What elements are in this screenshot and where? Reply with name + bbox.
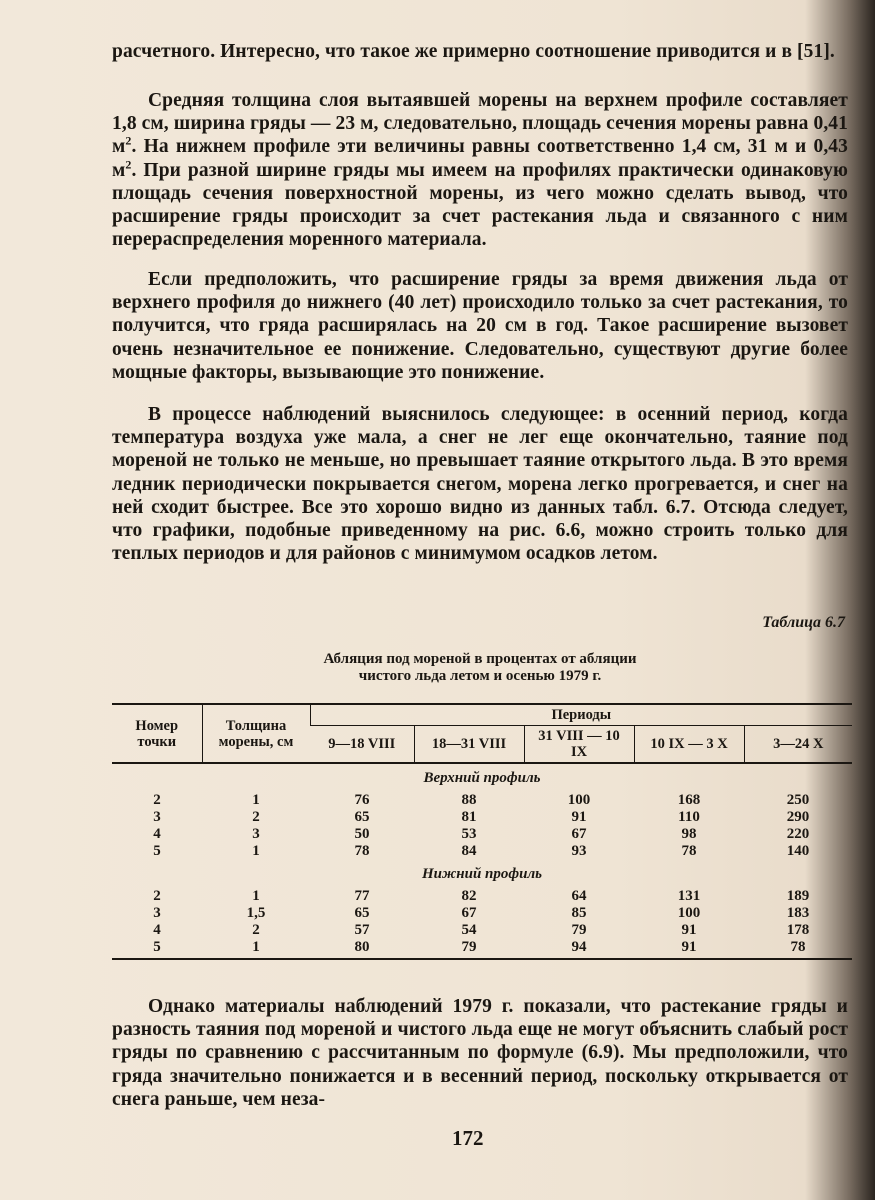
section-upper-profile: Верхний профиль [423,769,541,786]
cell: 91 [634,939,744,959]
header-moraine-thickness: Толщина морены, см [202,704,310,763]
cell: 54 [461,922,477,938]
paragraph-2 [112,89,848,251]
cell: 93 [571,843,587,859]
table-title-line-2: чистого льда летом и осенью 1979 г. [358,668,602,684]
paragraph-3 [112,268,848,384]
section-lower-profile: Нижний профиль [421,865,543,882]
paragraph-1-text: расчетного. Интересно, что такое же примерно соотношение приводится и в [51]. [112,41,835,62]
cell: 78 [354,843,370,859]
cell: 4 [153,922,161,938]
cell: 1 [202,939,310,959]
paragraph-3-text: Если предположить, что расширение гряды за время движения льда от верхнего профиля до нижнего (40 лет) происходило только за счет растекания, то получится, что гряда расширялась на 20 см в год. Такое расширение вызовет очень незначительное ее понижение. Следовательно, существуют другие более мощные факторы, вызывающие это понижение. [112,269,848,383]
table-row [112,792,852,809]
paragraph-4-text: В процессе наблюдений выяснилось следующее: в осенний период, когда температура воздуха уже мала, а снег не лег еще окончательно, таяние под мореной не только не меньше, но превышает таяние открытого льда. В это время ледник периодически покрывается снегом, морена легко прогревается, и снег на ней сходит быстрее. Все это хорошо видно из данных табл. 6.7. Отсюда следует, что графики, подобные приведенному на рис. 6.6, можно строить только для теплых периодов и для районов с минимумом осадков летом. [112,404,848,565]
cell: 168 [677,792,701,808]
cell: 91 [681,922,697,938]
table-row [112,905,852,922]
header-period-1: 9—18 VIII [310,726,414,764]
header-period-4: 10 IX — 3 X [634,726,744,764]
page-number: 172 [452,1126,484,1150]
paragraph-5-text: Однако материалы наблюдений 1979 г. показали, что растекание гряды и разность таяния под мореной и чистого льда еще не могут объяснить слабый рост гряды по сравнению с рассчитанным по формуле (6.9). Мы предположили, что гряда значительно понижается и в весенний период, поскольку открывается от снега раньше, чем неза- [112,996,848,1110]
table-row [112,888,852,905]
cell: 183 [786,905,810,921]
cell: 78 [744,939,852,959]
cell: 131 [677,888,701,904]
paragraph-2-part-a: Средняя толщина слоя вытаявшей морены на верхнем профиле составляет 1,8 см, ширина гряды — 23 м, следовательно, площадь сечения морены равна 0,41 м [112,90,848,158]
cell: 5 [112,939,202,959]
cell: 1 [252,888,260,904]
cell: 1 [252,792,260,808]
cell: 100 [567,792,591,808]
cell: 76 [354,792,370,808]
cell: 5 [153,843,161,859]
cell: 50 [354,826,370,842]
header-point-number: Номер точки [112,704,202,763]
cell: 67 [461,905,477,921]
cell: 80 [310,939,414,959]
cell: 84 [461,843,477,859]
cell: 1,5 [246,905,266,921]
cell: 77 [354,888,370,904]
superscript-2a: 2 [125,133,132,148]
cell: 81 [461,809,477,825]
cell: 64 [571,888,587,904]
cell: 140 [786,843,810,859]
cell: 189 [786,888,810,904]
cell: 65 [354,809,370,825]
header-period-2: 18—31 VIII [414,726,524,764]
cell: 4 [153,826,161,842]
ablation-table [112,703,852,960]
cell: 79 [571,922,587,938]
header-period-3: 31 VIII — 10 IX [524,726,634,764]
cell: 79 [414,939,524,959]
cell: 290 [786,809,810,825]
cell: 53 [461,826,477,842]
cell: 78 [681,843,697,859]
cell: 3 [153,905,161,921]
cell: 57 [354,922,370,938]
cell: 98 [681,826,697,842]
cell: 100 [677,905,701,921]
paragraph-2-part-b: . На нижнем профиле эти величины равны соответственно 1,4 см, 31 м и 0,43 м [112,136,848,181]
cell: 178 [786,922,810,938]
cell: 65 [354,905,370,921]
paragraph-5 [112,995,848,1111]
cell: 250 [786,792,810,808]
cell: 91 [571,809,587,825]
superscript-2b: 2 [125,157,132,172]
table-label: Таблица 6.7 [762,614,845,631]
table-title [200,651,760,685]
cell: 3 [252,826,260,842]
table-row [112,922,852,939]
cell: 88 [461,792,477,808]
paragraph-2-part-c: . При разной ширине гряды мы имеем на профилях практически одинаковую площадь сечения поверхностной морены, из чего можно сделать вывод, что расширение гряды происходит за счет растекания льда и связанного с ним перераспределения моренного материала. [112,159,848,251]
cell: 82 [461,888,477,904]
table-row [112,939,852,959]
cell: 85 [571,905,587,921]
table-title-line-1: Абляция под мореной в процентах от абляции [323,651,637,667]
cell: 94 [524,939,634,959]
header-periods: Периоды [310,704,852,726]
paragraph-4 [112,403,848,565]
header-period-5: 3—24 X [744,726,852,764]
cell: 67 [571,826,587,842]
cell: 2 [153,888,161,904]
cell: 1 [252,843,260,859]
cell: 2 [252,809,260,825]
table-row [112,843,852,860]
cell: 220 [786,826,810,842]
cell: 110 [678,809,700,825]
cell: 2 [153,792,161,808]
cell: 3 [153,809,161,825]
table-row [112,826,852,843]
table-row [112,809,852,826]
cell: 2 [252,922,260,938]
paragraph-1 [112,40,848,63]
